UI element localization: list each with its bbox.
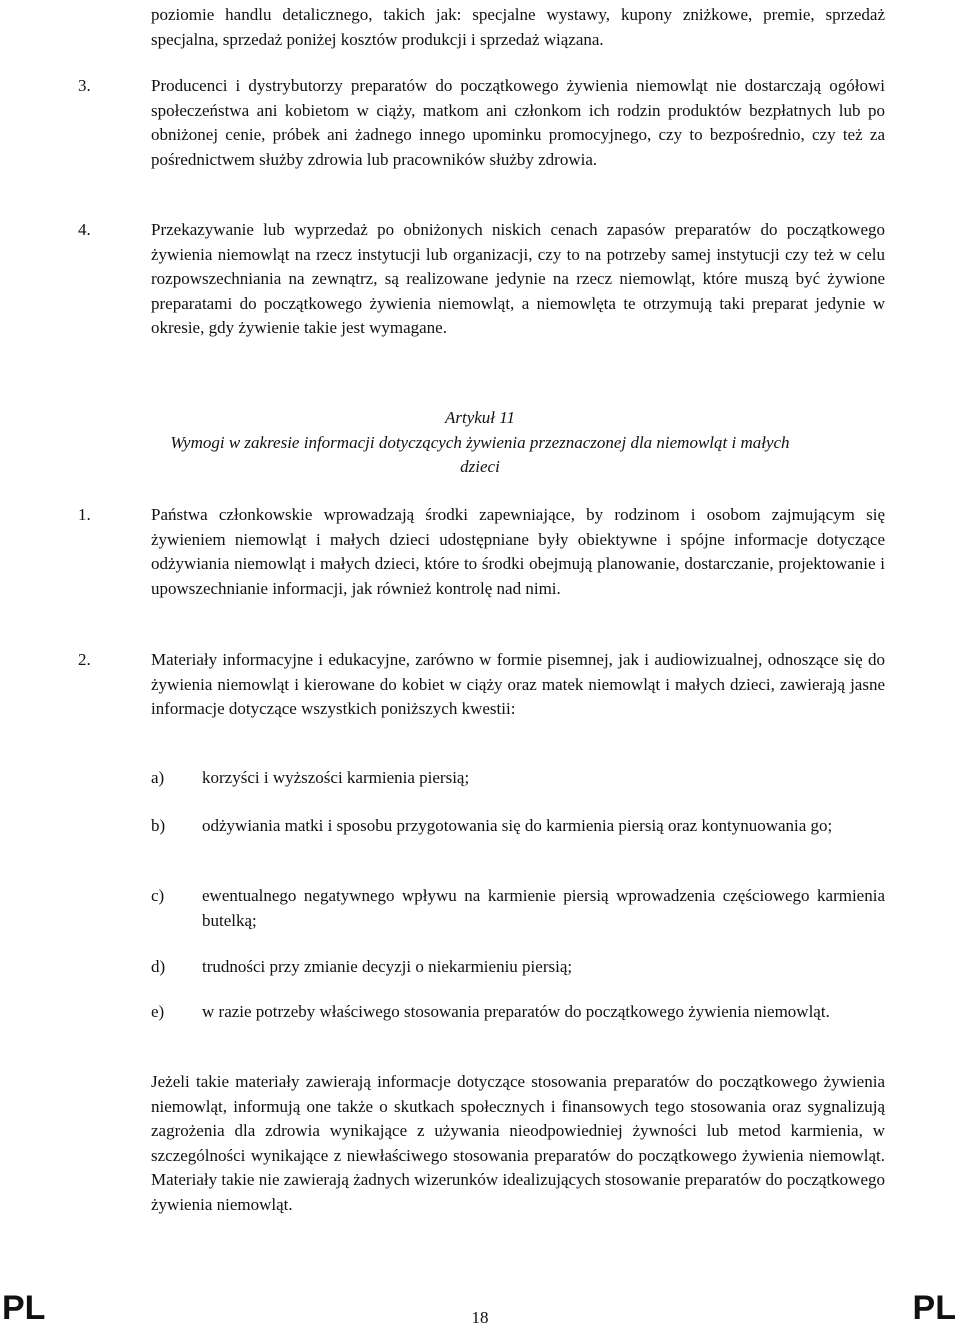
subitem-text-d: trudności przy zmianie decyzji o niekarmieniu piersią;	[202, 957, 573, 976]
article-heading: Artykuł 11	[444, 408, 516, 427]
paragraph-art11-item-2: Materiały informacyjne i edukacyjne, zarówno w formie pisemnej, jak i audiowizualnej, odnoszące się do żywienia niemowląt i kierowane do kobiet w ciąży oraz matek niemowląt i małych dzieci, zawierają jasne informacje dotyczące wszystkich poniższych kwestii:	[151, 650, 885, 718]
subitem-label-b: b)	[151, 816, 166, 835]
page-number: 18	[471, 1308, 489, 1327]
subitem-label-a: a)	[151, 768, 165, 787]
paragraph-art11-item-1: Państwa członkowskie wprowadzają środki zapewniające, by rodzinom i osobom zajmującym się żywieniem niemowląt i małych dzieci udostępniane były obiektywne i spójne informacje dotyczące odżywiania niemowląt i małych dzieci, które to środki obejmują planowanie, dostarczanie, projektowanie i upowszechnianie informacji, jak również kontrolę nad nimi.	[151, 505, 885, 598]
footer-language-right: PL	[912, 1289, 956, 1327]
item-number-2: 2.	[78, 650, 91, 669]
subitem-text-a: korzyści i wyższości karmienia piersią;	[202, 768, 470, 787]
item-number-3: 3.	[78, 76, 91, 95]
article-title-line-1: Wymogi w zakresie informacji dotyczących żywienia przeznaczonej dla niemowląt i małych	[170, 433, 790, 452]
subitem-label-e: e)	[151, 1002, 165, 1021]
item-number-1: 1.	[78, 505, 91, 524]
item-number-4: 4.	[78, 220, 91, 239]
subitem-label-d: d)	[151, 957, 166, 976]
paragraph-continuation: poziomie handlu detalicznego, takich jak: specjalne wystawy, kupony zniżkowe, premie, sprzedaż specjalna, sprzedaż poniżej kosztów produkcji i sprzedaż wiązana.	[151, 5, 885, 49]
subitem-text-c: ewentualnego negatywnego wpływu na karmienie piersią wprowadzenia częściowego karmienia butelką;	[202, 886, 885, 930]
article-title-line-2: dzieci	[460, 457, 500, 476]
footer-language-left: PL	[2, 1289, 46, 1327]
paragraph-item-3: Producenci i dystrybutorzy preparatów do początkowego żywienia niemowląt nie dostarczają ogółowi społeczeństwa ani kobietom w ciąży, matkom ani członkom ich rodzin produktów bezpłatnych lub po obniżonej cenie, próbek ani żadnego innego upominku promocyjnego, czy to bezpośrednio, czy też za pośrednictwem służby zdrowia lub pracowników służby zdrowia.	[151, 76, 885, 169]
subitem-text-e: w razie potrzeby właściwego stosowania preparatów do początkowego żywienia niemowląt.	[202, 1002, 830, 1021]
paragraph-closing: Jeżeli takie materiały zawierają informacje dotyczące stosowania preparatów do początkowego żywienia niemowląt, informują one także o skutkach społecznych i finansowych tego stosowania oraz sygnalizują zagrożenia dla zdrowia wynikające z używania nieodpowiedniej żywności lub metod karmienia, w szczególności wynikające z niewłaściwego stosowania preparatów do początkowego żywienia niemowląt. Materiały takie nie zawierają żadnych wizerunków idealizujących stosowanie preparatów do początkowego żywienia niemowląt.	[151, 1072, 885, 1214]
paragraph-item-4: Przekazywanie lub wyprzedaż po obniżonych niskich cenach zapasów preparatów do początkowego żywienia niemowląt na rzecz instytucji lub organizacji, czy to na potrzeby samej instytucji czy też w celu rozpowszechniania na zewnątrz, są realizowane jedynie na rzecz niemowląt, które muszą być żywione preparatami do początkowego żywienia niemowląt, a niemowlęta te otrzymują taki preparat jedynie w okresie, gdy żywienie takie jest wymagane.	[151, 220, 885, 337]
subitem-label-c: c)	[151, 886, 165, 905]
subitem-text-b: odżywiania matki i sposobu przygotowania się do karmienia piersią oraz kontynuowania go;	[202, 816, 833, 835]
